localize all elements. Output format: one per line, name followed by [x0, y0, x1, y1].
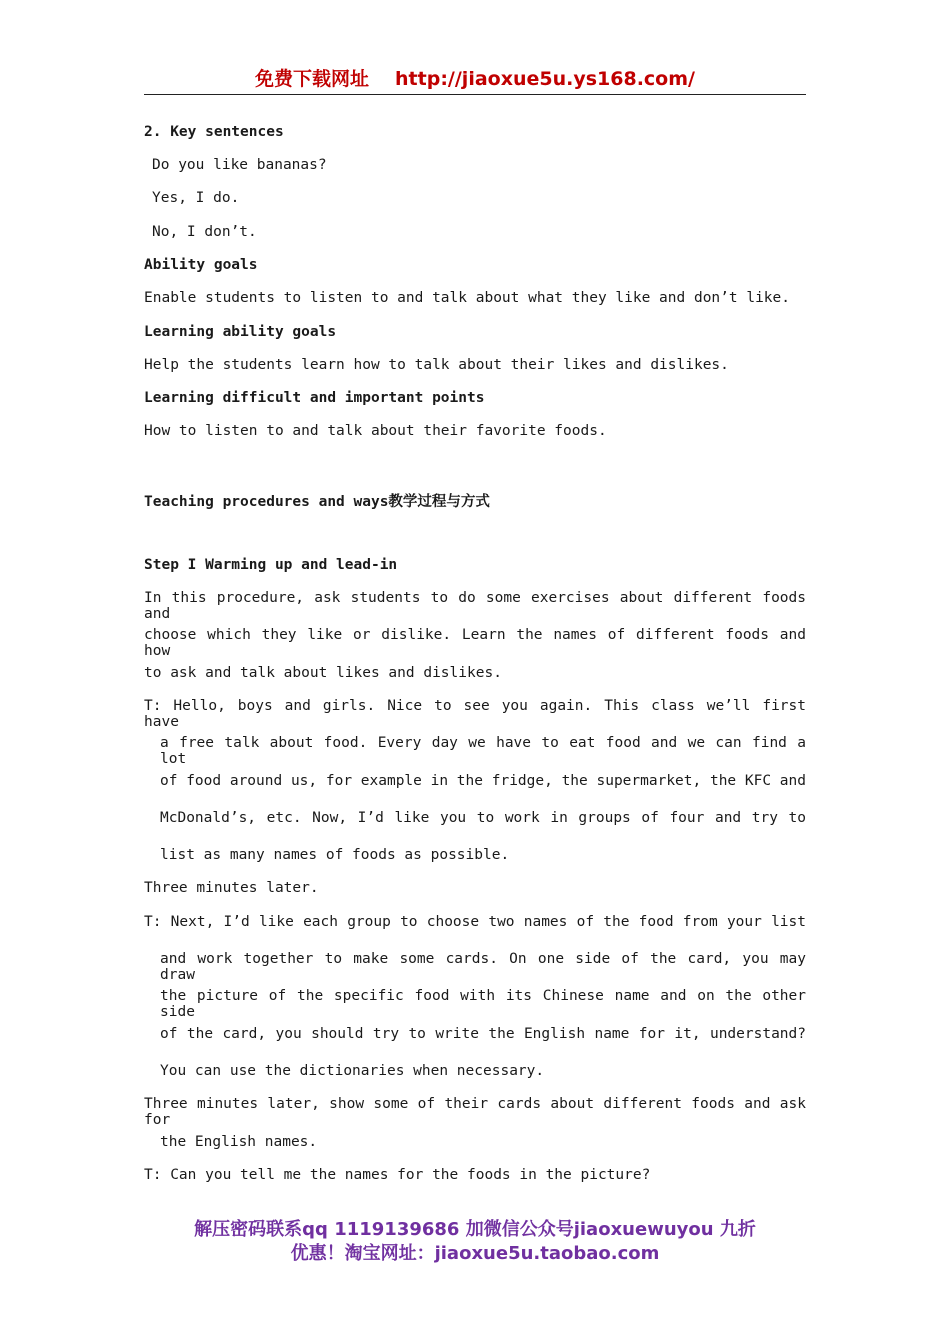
key-sentence-2: Yes, I do.	[152, 190, 240, 206]
header-site-label: 免费下载网址	[255, 68, 370, 90]
teacher-line: McDonald’s, etc. Now, I’d like you to work in groups of four and try to	[160, 810, 806, 826]
step1-heading: Step I Warming up and lead-in	[144, 557, 398, 573]
three-minutes-note: Three minutes later, show some of their cards about different foods and ask for	[144, 1096, 806, 1128]
learning-ability-heading: Learning ability goals	[144, 324, 337, 340]
ability-goals-text: Enable students to listen to and talk about what they like and don’t like.	[144, 290, 791, 306]
step1-paragraph-line: to ask and talk about likes and dislikes.	[144, 665, 502, 681]
footer-line-1: 解压密码联系qq 1119139686 加微信公众号jiaoxuewuyou 九折	[194, 1219, 756, 1240]
three-minutes-note: the English names.	[160, 1134, 318, 1150]
teacher-line: You can use the dictionaries when necessary.	[160, 1063, 545, 1079]
key-sentence-1: Do you like bananas?	[152, 157, 327, 173]
step1-paragraph-line: In this procedure, ask students to do some exercises about different foods and	[144, 590, 806, 622]
key-sentences-heading: 2. Key sentences	[144, 124, 284, 140]
learning-ability-text: Help the students learn how to talk about their likes and dislikes.	[144, 357, 729, 373]
key-sentence-3: No, I don’t.	[152, 224, 257, 240]
teacher-line: of the card, you should try to write the English name for it, understand?	[160, 1026, 806, 1042]
header-url-link[interactable]: http://jiaoxue5u.ys168.com/	[395, 68, 695, 90]
footer-line-2: 优惠！淘宝网址：jiaoxue5u.taobao.com	[290, 1243, 660, 1264]
teacher-line: T: Can you tell me the names for the foods in the picture?	[144, 1167, 651, 1183]
three-minutes-note: Three minutes later.	[144, 880, 319, 896]
teacher-line: the picture of the specific food with its Chinese name and on the other side	[160, 988, 806, 1020]
step1-paragraph-line: choose which they like or dislike. Learn the names of different foods and how	[144, 627, 806, 659]
teacher-line: a free talk about food. Every day we have to eat food and we can find a lot	[160, 735, 806, 767]
procedures-heading: Teaching procedures and ways教学过程与方式	[144, 494, 490, 510]
teacher-line: T: Next, I’d like each group to choose two names of the food from your list	[144, 914, 806, 930]
difficult-points-heading: Learning difficult and important points	[144, 390, 485, 406]
document-body	[144, 0, 806, 1200]
difficult-points-text: How to listen to and talk about their favorite foods.	[144, 423, 607, 439]
ability-goals-heading: Ability goals	[144, 257, 258, 273]
teacher-line: list as many names of foods as possible.	[160, 847, 510, 863]
teacher-line: of food around us, for example in the fridge, the supermarket, the KFC and	[160, 773, 807, 789]
teacher-line: T: Hello, boys and girls. Nice to see you again. This class we’ll first have	[144, 698, 806, 730]
teacher-line: and work together to make some cards. On one side of the card, you may draw	[160, 951, 806, 983]
